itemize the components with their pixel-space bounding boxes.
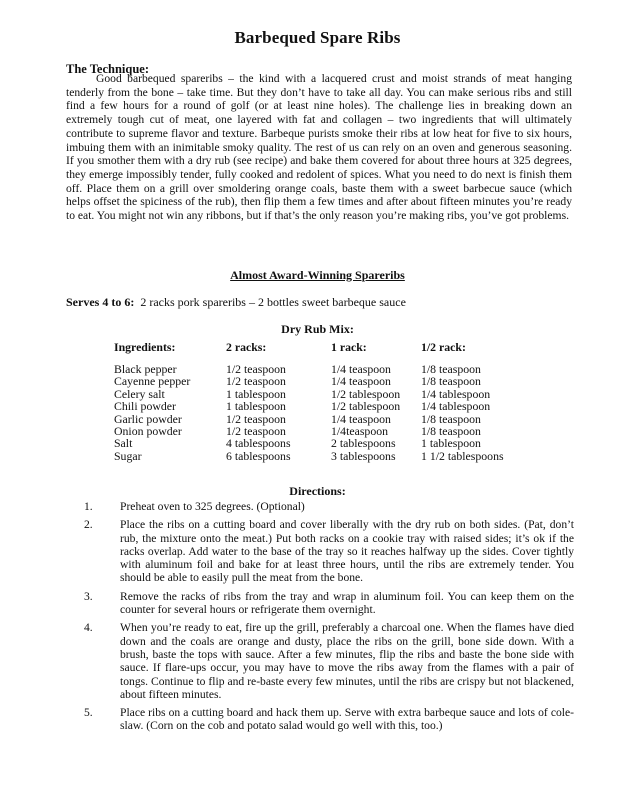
dry-rub-header-row — [114, 340, 531, 363]
table-cell: 1/2 teaspoon — [226, 362, 286, 376]
column-header: Ingredients: — [114, 340, 176, 354]
dry-rub-title: Dry Rub Mix: — [281, 322, 354, 336]
technique-heading: The Technique: — [66, 62, 150, 76]
table-cell: 1/4 tablespoon — [421, 399, 491, 414]
table-cell: 1/8 teaspoon — [421, 374, 481, 389]
table-cell: Black pepper — [114, 362, 177, 376]
table-cell: 1 tablespoon — [226, 386, 286, 401]
table-cell: 1/2 tablespoon — [331, 399, 401, 414]
table-cell: 6 tablespoons — [226, 448, 291, 463]
table-cell: Sugar — [114, 448, 142, 463]
technique-paragraph: Good barbequed spareribs – the kind with a lacquered crust and moist strands of meat hanging tenderly from the bone – take time. But they don’t have to take all day. You can make serious ribs and still find a few hours for a round of golf (or at least nine holes). The challenge lies in breaking down an extremely tough cut of meat, one layered with fat and collagen – two ingredients that will ultimately contribute to supreme flavor and texture. Barbeque purists smoke their ribs at low heat for five to six hours, imbuing them with an inimitable smoky quality. The rest of us can rely on an oven and generous seasoning. If you smother them with a dry rub (see recipe) and bake them covered for about three hours at 325 degrees, they emerge impossibly tender, fully cooked and redolent of spices. What you need to do next is finish them off. Place them on a grill over smoldering orange coals, baste them with a sweet barbecue sauce (which helps offset the spiciness of the rub), then flip them a few times and after about fifteen minutes you’re ready to eat. You might not win any ribbons, but if that’s the only reason you’re making ribs, you’ve got problems. — [66, 72, 572, 223]
table-cell: 1 tablespoon — [226, 399, 286, 414]
dry-rub-table — [114, 340, 531, 462]
table-cell: 4 tablespoons — [226, 436, 291, 451]
step-number: 2. — [84, 518, 93, 532]
step-number: 1. — [84, 500, 93, 513]
table-cell: 1/2 teaspoon — [226, 374, 286, 389]
step-number: 4. — [84, 621, 93, 635]
table-cell: 1 tablespoon — [421, 436, 481, 451]
list-item — [84, 621, 574, 701]
step-number: 3. — [84, 589, 93, 603]
table-cell: Garlic powder — [114, 411, 182, 426]
step-text: Preheat oven to 325 degrees. (Optional) — [120, 500, 305, 513]
list-item — [84, 500, 574, 513]
table-row — [114, 450, 531, 462]
table-cell: Celery salt — [114, 386, 165, 401]
column-header: 1 rack: — [331, 340, 367, 354]
directions-list — [84, 500, 574, 738]
table-cell: 3 tablespoons — [331, 448, 396, 463]
list-item — [84, 590, 574, 617]
table-row — [114, 437, 531, 449]
table-cell: 1 1/2 tablespoons — [421, 448, 504, 463]
directions-title: Directions: — [289, 484, 346, 498]
table-cell: 1/4 teaspoon — [331, 411, 391, 426]
table-cell: 1/8 teaspoon — [421, 362, 481, 376]
page-title: Barbequed Spare Ribs — [234, 28, 401, 47]
table-cell: 1/4 teaspoon — [331, 362, 391, 376]
table-cell: 2 tablespoons — [331, 436, 396, 451]
serves-label: Serves 4 to 6: — [66, 295, 135, 309]
column-header: 1/2 rack: — [421, 340, 466, 354]
table-cell: 1/4 tablespoon — [421, 386, 491, 401]
step-text: Place ribs on a cutting board and hack them up. Serve with extra barbeque sauce and lots of cole-slaw. (Corn on the cob and potato salad would go well with this, too.) — [120, 706, 574, 733]
recipe-title: Almost Award-Winning Spareribs — [230, 268, 405, 282]
table-cell: Onion powder — [114, 424, 182, 439]
step-text: Place the ribs on a cutting board and cover liberally with the dry rub on both sides. (Pat, don’t rub, the mixture onto the meat.) Put both racks on a cookie tray with raised sides; it’s ok if the racks overlap. Add water to the base of the tray so it reaches halfway up the sides. Cover tightly with aluminum foil and bake for at least three hours, until the ribs are extremely tender. You should be able to easily pull the meat from the bone. — [120, 518, 574, 585]
table-cell: Cayenne pepper — [114, 374, 191, 389]
table-cell: Salt — [114, 436, 133, 451]
table-cell: 1/8 teaspoon — [421, 411, 481, 426]
table-cell: 1/4teaspoon — [331, 424, 389, 439]
column-header: 2 racks: — [226, 340, 267, 354]
table-row — [114, 400, 531, 412]
table-cell: 1/2 teaspoon — [226, 424, 286, 439]
step-number: 5. — [84, 706, 93, 720]
list-item — [84, 706, 574, 733]
table-cell: 1/4 teaspoon — [331, 374, 391, 389]
table-cell: 1/2 tablespoon — [331, 386, 401, 401]
table-row — [114, 375, 531, 387]
table-cell: Chili powder — [114, 399, 176, 414]
table-cell: 1/2 teaspoon — [226, 411, 286, 426]
step-text: When you’re ready to eat, fire up the grill, preferably a charcoal one. When the flames have died down and the coals are orange and dusty, place the ribs on the grill, bone side down. With a brush, baste the tops with sauce. After a few minutes, flip the ribs and baste the bone side with sauce. If flare-ups occur, you may have to move the ribs away from the flames with a pair of tongs. Continue to flip and re-baste every few minutes, until the ribs are crispy but not blackened, about fifteen minutes. — [120, 621, 574, 701]
table-cell: 1/8 teaspoon — [421, 424, 481, 439]
serves-line — [66, 295, 406, 310]
list-item — [84, 518, 574, 584]
step-text: Remove the racks of ribs from the tray and wrap in aluminum foil. You can keep them on the counter for several hours or refrigerate them overnight. — [120, 589, 574, 617]
serves-text: 2 racks pork spareribs – 2 bottles sweet barbeque sauce — [140, 295, 406, 309]
